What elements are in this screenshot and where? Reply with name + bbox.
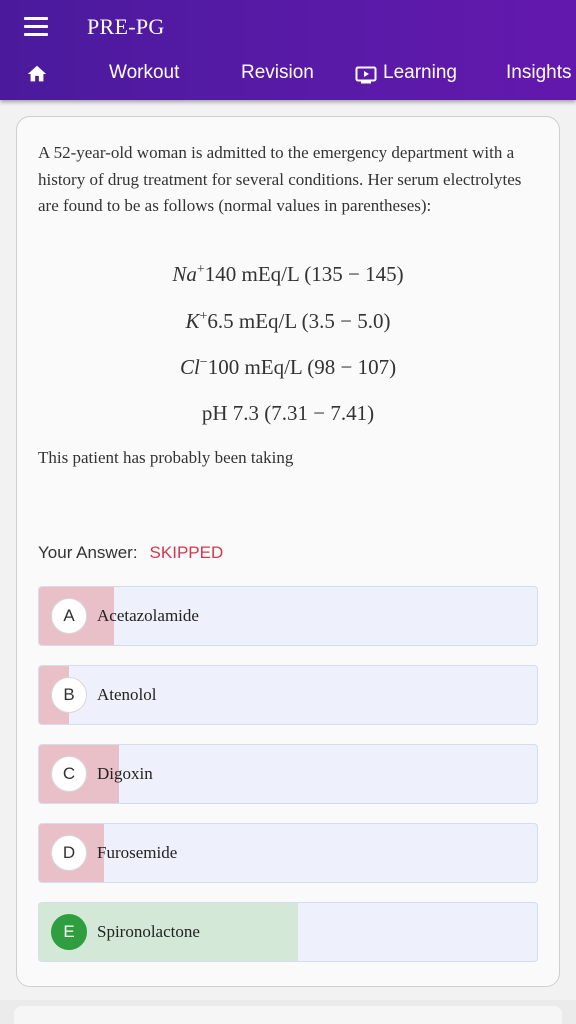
option-c-letter: C [51,756,87,792]
option-d-text: Furosemide [97,843,178,862]
lab-value-potassium: K+6.5 mEq/L (3.5 − 5.0) [185,309,391,333]
lab-value-sodium: Na+140 mEq/L (135 − 145) [172,262,404,286]
option-e[interactable] [38,902,538,962]
option-d-letter: D [51,835,87,871]
tab-insights[interactable]: Insights [506,62,572,83]
app-bar [0,0,576,100]
lab-value-ph: pH 7.3 (7.31 − 7.41) [201,401,375,425]
option-a[interactable] [38,586,538,646]
option-e-letter: E [51,914,87,950]
home-icon[interactable] [26,63,48,85]
menu-icon[interactable] [24,17,50,37]
tab-learning[interactable]: Learning [383,62,457,83]
option-b-letter: B [51,677,87,713]
play-screen-icon [355,66,377,84]
option-a-letter: A [51,598,87,634]
next-card-peek [0,1000,576,1024]
option-c-text: Digoxin [97,764,153,783]
tab-workout[interactable]: Workout [109,62,180,83]
question-prompt: This patient has probably been taking [38,448,294,467]
your-answer-label: Your Answer: [38,543,138,562]
your-answer-row [38,543,223,563]
option-a-text: Acetazolamide [97,606,199,625]
option-c[interactable] [38,744,538,804]
question-text: A 52-year-old woman is admitted to the emergency department with a history of drug treatment for several conditions. Her serum electrolytes are found to be as follows (normal values in parentheses): [38,143,522,215]
your-answer-status: SKIPPED [149,543,224,562]
option-e-text: Spironolactone [97,922,200,941]
tab-revision[interactable]: Revision [241,62,314,83]
option-d[interactable] [38,823,538,883]
option-b-text: Atenolol [97,685,157,704]
option-b[interactable] [38,665,538,725]
app-title: PRE-PG [87,14,165,39]
lab-value-chloride: Cl−100 mEq/L (98 − 107) [179,355,397,379]
